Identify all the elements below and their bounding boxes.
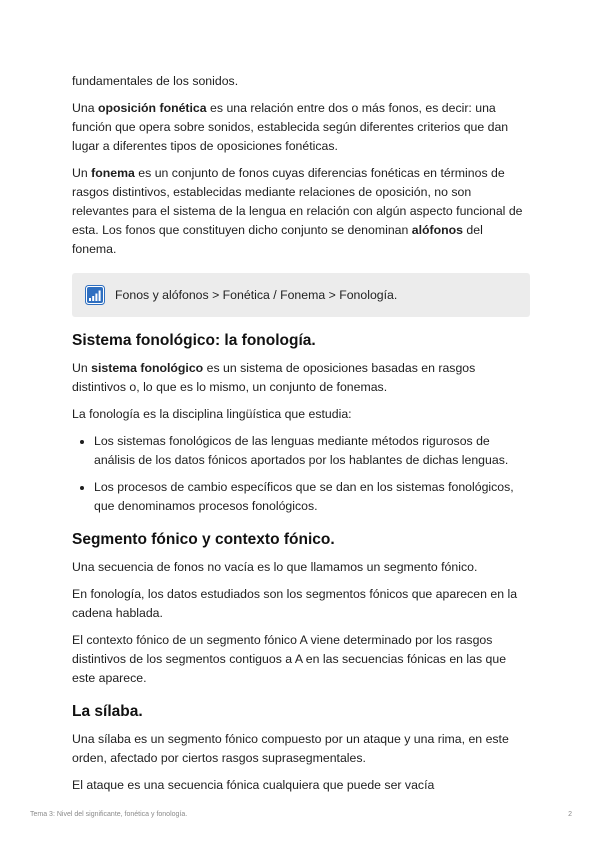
section-heading-segmento: Segmento fónico y contexto fónico. [72,531,335,548]
section-heading-silaba: La sílaba. [72,703,143,720]
sistema-paragraph: Un sistema fonológico es un sistema de oposiciones basadas en rasgos distintivos o, lo que es lo mismo, un conjunto de fonemas. [72,361,476,394]
list-item: Los sistemas fonológicos de las lenguas mediante métodos rigurosos de análisis de los datos fónicos aportados por los hablantes de dichas lenguas. [72,432,530,470]
silaba-paragraph-1: Una sílaba es un segmento fónico compuesto por un ataque y una rima, en este orden, afectado por ciertos rasgos suprasegmentales. [72,732,509,765]
section-heading-sistema: Sistema fonológico: la fonología. [72,332,316,349]
intro-paragraph: fundamentales de los sonidos. [72,74,239,88]
fonologia-list [72,432,530,516]
bar-chart-icon [85,285,105,305]
term-sistema-fonologico: sistema fonológico [91,361,204,375]
list-item: Los procesos de cambio específicos que se dan en los sistemas fonológicos, que denominamos procesos fonológicos. [72,478,530,516]
term-oposicion: oposición fonética [97,101,207,115]
term-fonema: fonema [91,166,135,180]
term-alofonos: alófonos [411,223,464,237]
fonema-paragraph: Un fonema es un conjunto de fonos cuyas diferencias fonéticas en términos de rasgos distintivos, establecidas mediante relaciones de oposición, no son relevantes para el sistema de la lengua en relación con algún aspecto funcional de esta. Los fonos que constituyen dicho conjunto se denominan alófonos del fonema. [72,166,523,256]
segmento-paragraph-1: Una secuencia de fonos no vacía es lo que llamamos un segmento fónico. [72,560,478,574]
silaba-paragraph-2: El ataque es una secuencia fónica cualquiera que puede ser vacía [72,778,435,792]
page-content [72,72,530,803]
fonologia-intro-paragraph: La fonología es la disciplina lingüística que estudia: [72,407,352,421]
oposicion-paragraph: Una oposición fonética es una relación entre dos o más fonos, es decir: una función que opera sobre sonidos, establecida según diferentes criterios que dan lugar a diferentes tipos de oposiciones fonéticas. [72,101,509,153]
page-number: 2 [568,811,572,818]
footer-title: Tema 3: Nivel del significante, fonética y fonología. [30,811,188,818]
callout-text: Fonos y alófonos > Fonética / Fonema > Fonología. [115,287,398,302]
callout-box [72,273,530,317]
segmento-paragraph-3: El contexto fónico de un segmento fónico A viene determinado por los rasgos distintivos de los segmentos contiguos a A en las secuencias fónicas en las que este aparece. [72,633,507,685]
segmento-paragraph-2: En fonología, los datos estudiados son los segmentos fónicos que aparecen en la cadena hablada. [72,587,518,620]
